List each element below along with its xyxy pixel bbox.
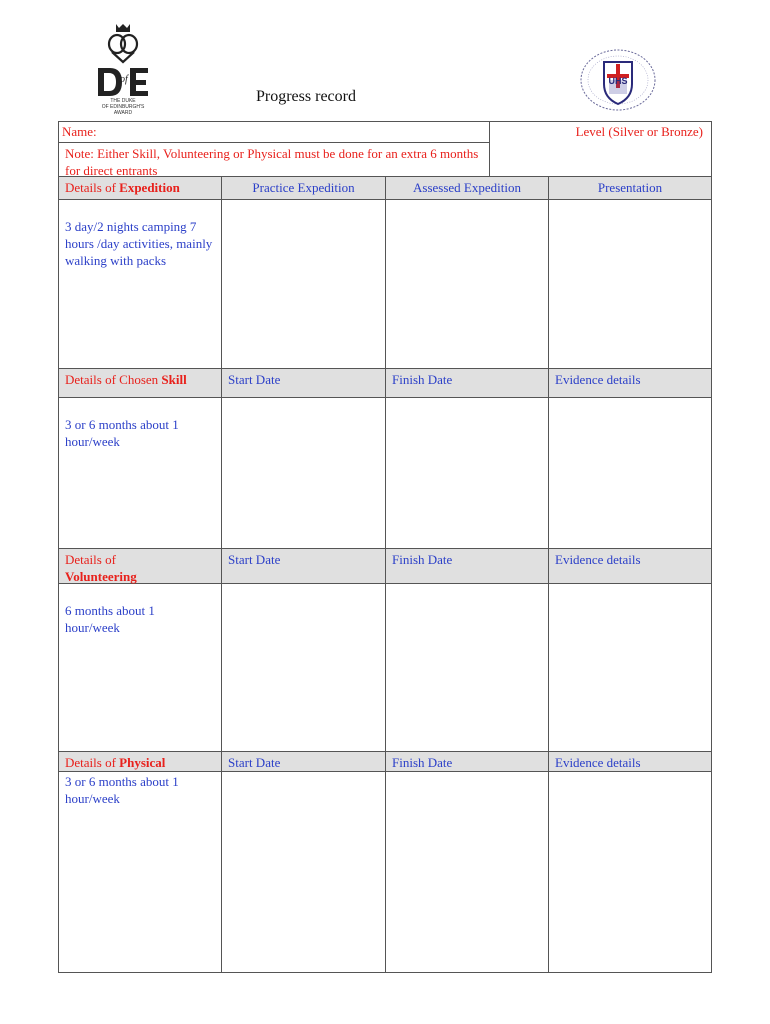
volunteering-evidence-header: Evidence details xyxy=(555,552,641,567)
skill-evidence-cell[interactable] xyxy=(549,398,711,548)
physical-label: Details of Physical xyxy=(65,755,166,770)
physical-evidence-cell[interactable] xyxy=(549,772,711,972)
school-crest-letters: UHS xyxy=(608,76,628,86)
physical-evidence-header: Evidence details xyxy=(555,755,641,770)
level-label: Level (Silver or Bronze) xyxy=(575,124,703,139)
school-crest-logo xyxy=(578,48,658,112)
assessed-expedition-entry-cell[interactable] xyxy=(386,200,548,368)
skill-label: Details of Chosen Skill xyxy=(65,372,187,387)
skill-start-date-cell[interactable] xyxy=(222,398,385,548)
skill-finish-date-cell[interactable] xyxy=(386,398,548,548)
volunteering-start-date-cell[interactable] xyxy=(222,584,385,751)
physical-start-date-header: Start Date xyxy=(228,755,281,770)
skill-finish-date-header: Finish Date xyxy=(392,372,453,387)
practice-expedition-entry-cell[interactable] xyxy=(222,200,385,368)
col-presentation: Presentation xyxy=(597,180,663,195)
physical-description: 3 or 6 months about 1 hour/week xyxy=(65,774,179,806)
skill-evidence-header: Evidence details xyxy=(555,372,641,387)
skill-description: 3 or 6 months about 1 hour/week xyxy=(65,417,179,449)
physical-finish-date-header: Finish Date xyxy=(392,755,453,770)
col-practice-expedition: Practice Expedition xyxy=(252,180,355,195)
skill-start-date-header: Start Date xyxy=(228,372,281,387)
expedition-label: Details of Expedition xyxy=(65,180,180,195)
physical-finish-date-cell[interactable] xyxy=(386,772,548,972)
dofe-logo xyxy=(92,22,154,117)
volunteering-label: Details of Volunteering xyxy=(65,552,137,584)
dofe-logo-line-3: AWARD xyxy=(113,110,133,116)
volunteering-description: 6 months about 1 hour/week xyxy=(65,603,155,635)
col-assessed-expedition: Assessed Expedition xyxy=(413,180,521,195)
presentation-entry-cell[interactable] xyxy=(549,200,711,368)
volunteering-finish-date-cell[interactable] xyxy=(386,584,548,751)
volunteering-start-date-header: Start Date xyxy=(228,552,281,567)
svg-text:of: of xyxy=(120,74,128,85)
expedition-description: 3 day/2 nights camping 7 hours /day activities, mainly walking with packs xyxy=(65,219,213,268)
dofe-logo-line-1: THE DUKE xyxy=(110,98,136,104)
name-label: Name: xyxy=(62,124,97,139)
volunteering-evidence-cell[interactable] xyxy=(549,584,711,751)
volunteering-finish-date-header: Finish Date xyxy=(392,552,453,567)
page-title: Progress record xyxy=(256,88,356,105)
dofe-logo-line-2: OF EDINBURGH'S xyxy=(101,104,145,110)
note-text: Note: Either Skill, Volunteering or Physical must be done for an extra 6 months for direct entrants xyxy=(65,146,479,178)
physical-start-date-cell[interactable] xyxy=(222,772,385,972)
